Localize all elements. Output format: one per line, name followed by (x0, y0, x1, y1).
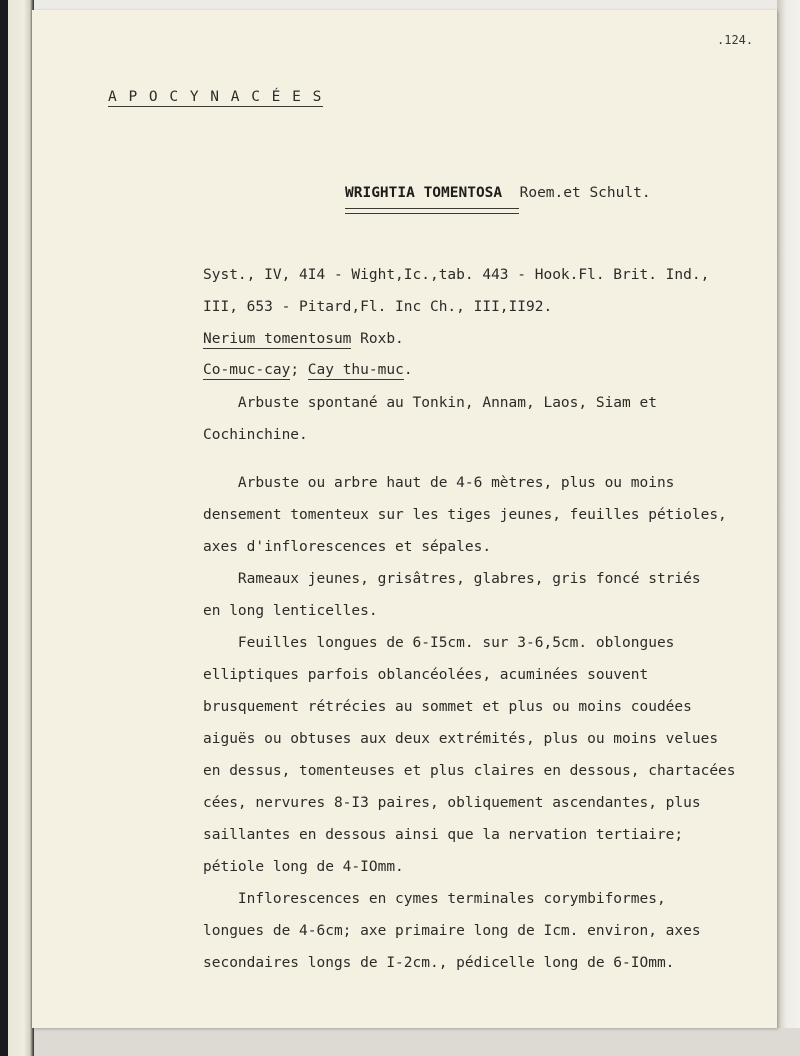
description-p3-line: brusquement rétrécies au sommet et plus ou moins coudées (203, 699, 692, 715)
page-number: .124. (717, 33, 754, 47)
species-name: WRIGHTIA TOMENTOSA (345, 185, 503, 201)
family-heading: A P O C Y N A C É E S (108, 89, 323, 105)
binding-edge (0, 0, 34, 1056)
description-p1-line: densement tomenteux sur les tiges jeunes, feuilles pétioles, (203, 507, 727, 523)
species-title (345, 186, 651, 201)
references-line-2: III, 653 - Pitard,Fl. Inc Ch., III,II92. (203, 299, 553, 315)
vernacular-line (203, 363, 413, 378)
scan-margin-right (777, 0, 800, 1056)
vernacular-name-2: Cay thu-muc (307, 362, 404, 378)
references-line-1: Syst., IV, 4I4 - Wight,Ic.,tab. 443 - Hook.Fl. Brit. Ind., (203, 267, 710, 283)
vernacular-separator: ; (290, 362, 300, 378)
description-p4-line: Inflorescences en cymes terminales corymbiformes, (203, 891, 666, 907)
description-p3-line: cées, nervures 8-I3 paires, obliquement ascendantes, plus (203, 795, 701, 811)
scan-margin-bottom (34, 1028, 800, 1056)
description-p2-line: Rameaux jeunes, grisâtres, glabres, gris foncé striés (203, 571, 701, 587)
distribution-line-2: Cochinchine. (203, 427, 308, 443)
species-authority: Roem.et Schult. (519, 185, 651, 201)
description-p3-line: saillantes en dessous ainsi que la nervation tertiaire; (203, 827, 684, 843)
distribution-line-1: Arbuste spontané au Tonkin, Annam, Laos, Siam et (203, 395, 657, 411)
description-p2-line: en long lenticelles. (203, 603, 378, 619)
description-p3-line: Feuilles longues de 6-I5cm. sur 3-6,5cm. oblongues (203, 635, 675, 651)
description-p1-line: axes d'inflorescences et sépales. (203, 539, 492, 555)
vernacular-name-1: Co-muc-cay (203, 362, 291, 378)
description-p4-line: longues de 4-6cm; axe primaire long de Icm. environ, axes (203, 923, 701, 939)
description-p3-line: en dessus, tomenteuses et plus claires en dessous, chartacées (203, 763, 736, 779)
synonym-line (203, 332, 404, 347)
description-p3-line: aiguës ou obtuses aux deux extrémités, plus ou moins velues (203, 731, 719, 747)
description-p3-line: pétiole long de 4-IOmm. (203, 859, 404, 875)
vernacular-end: . (403, 362, 413, 378)
description-p1-line: Arbuste ou arbre haut de 4-6 mètres, plus ou moins (203, 475, 675, 491)
species-double-underline (345, 208, 519, 214)
synonym-name: Nerium tomentosum (203, 331, 352, 347)
description-p3-line: elliptiques parfois oblancéolées, acuminées souvent (203, 667, 649, 683)
description-p4-line: secondaires longs de I-2cm., pédicelle long de 6-IOmm. (203, 955, 675, 971)
synonym-authority: Roxb. (360, 331, 404, 347)
